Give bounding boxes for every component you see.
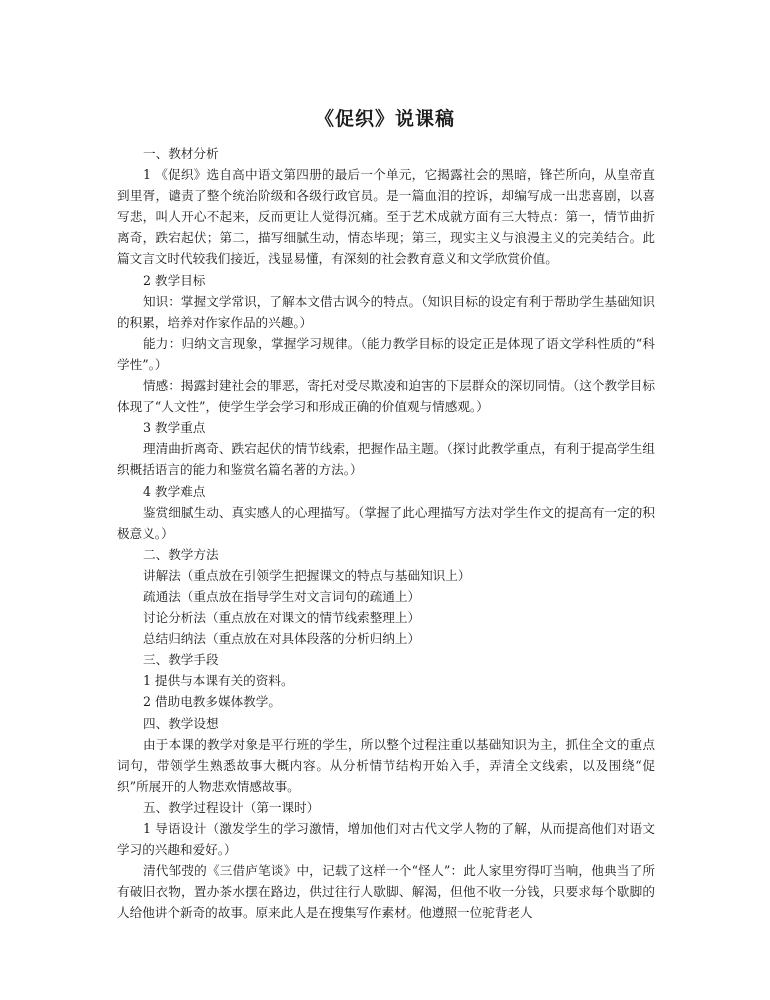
subsection-heading: 4 教学难点 bbox=[143, 483, 206, 499]
list-item: 2 借助电教多媒体教学。 bbox=[143, 694, 281, 710]
list-item: 疏通法（重点放在指导学生对文言词句的疏通上） bbox=[143, 588, 421, 604]
section-heading: 五、教学过程设计（第一课时） bbox=[143, 799, 320, 815]
body-paragraph: 情感：揭露封建社会的罪恶，寄托对受尽欺凌和迫害的下层群众的深切同情。（这个教学目标体现了“人文性”，使学生学会学习和形成正确的价值观与情感观。） bbox=[117, 378, 655, 415]
body-paragraph: 由于本课的教学对象是平行班的学生，所以整个过程注重以基础知识为主，抓住全文的重点词句，带领学生熟悉故事大概内容。从分析情节结构开始入手，弄清全文线索，以及围绕“促织”所展开的人物悲欢情感故事。 bbox=[117, 736, 655, 794]
body-paragraph: 清代邹弢的《三借庐笔谈》中，记载了这样一个“怪人”：此人家里穷得叮当响，他典当了所有破旧衣物，置办茶水摆在路边，供过往行人歇脚、解渴，但他不收一分钱，只要求每个歇脚的人给他讲个新奇的故事。原来此人是在搜集写作素材。他遵照一位驼背老人 bbox=[117, 863, 655, 921]
body-paragraph: 1 《促织》选自高中语文第四册的最后一个单元，它揭露社会的黑暗，锋芒所向，从皇帝直到里胥，谴责了整个统治阶级和各级行政官员。是一篇血泪的控诉，却编写成一出悲喜剧，以喜写悲，叫人开心不起来，反而更让人觉得沉痛。至于艺术成就方面有三大特点：第一，情节曲折离奇，跌宕起伏；第二，描写细腻生动，情态毕现；第三，现实主义与浪漫主义的完美结合。此篇文言文时代较我们接近，浅显易懂，有深刻的社会教育意义和文学欣赏价值。 bbox=[117, 167, 655, 267]
document-title: 《促织》说课稿 bbox=[314, 108, 455, 130]
subsection-heading: 3 教学重点 bbox=[143, 420, 206, 436]
subsection-heading: 2 教学目标 bbox=[143, 272, 206, 288]
list-item: 1 提供与本课有关的资料。 bbox=[143, 673, 294, 689]
list-item: 总结归纳法（重点放在对具体段落的分析归纳上） bbox=[143, 631, 421, 647]
section-heading: 四、教学设想 bbox=[143, 715, 219, 731]
section-heading: 三、教学手段 bbox=[143, 652, 219, 668]
body-paragraph: 1 导语设计（激发学生的学习激情，增加他们对古代文学人物的了解，从而提高他们对语文学习的兴趣和爱好。） bbox=[117, 821, 655, 858]
body-paragraph: 鉴赏细腻生动、真实感人的心理描写。（掌握了此心理描写方法对学生作文的提高有一定的积极意义。） bbox=[117, 504, 655, 541]
list-item: 讲解法（重点放在引领学生把握课文的特点与基础知识上） bbox=[143, 567, 471, 583]
document-body bbox=[117, 143, 655, 923]
list-item: 讨论分析法（重点放在对课文的情节线索整理上） bbox=[143, 610, 421, 626]
body-paragraph: 能力：归纳文言现象，掌握学习规律。（能力教学目标的设定正是体现了语文学科性质的“科学性”。） bbox=[117, 335, 655, 372]
body-paragraph: 理清曲折离奇、跌宕起伏的情节线索，把握作品主题。（探讨此教学重点，有利于提高学生组织概括语言的能力和鉴赏名篇名著的方法。） bbox=[117, 441, 655, 478]
section-heading: 二、教学方法 bbox=[143, 546, 219, 562]
section-heading: 一、教材分析 bbox=[143, 146, 219, 161]
body-paragraph: 知识：掌握文学常识，了解本文借古讽今的特点。（知识目标的设定有利于帮助学生基础知识的积累，培养对作家作品的兴趣。） bbox=[117, 293, 655, 330]
